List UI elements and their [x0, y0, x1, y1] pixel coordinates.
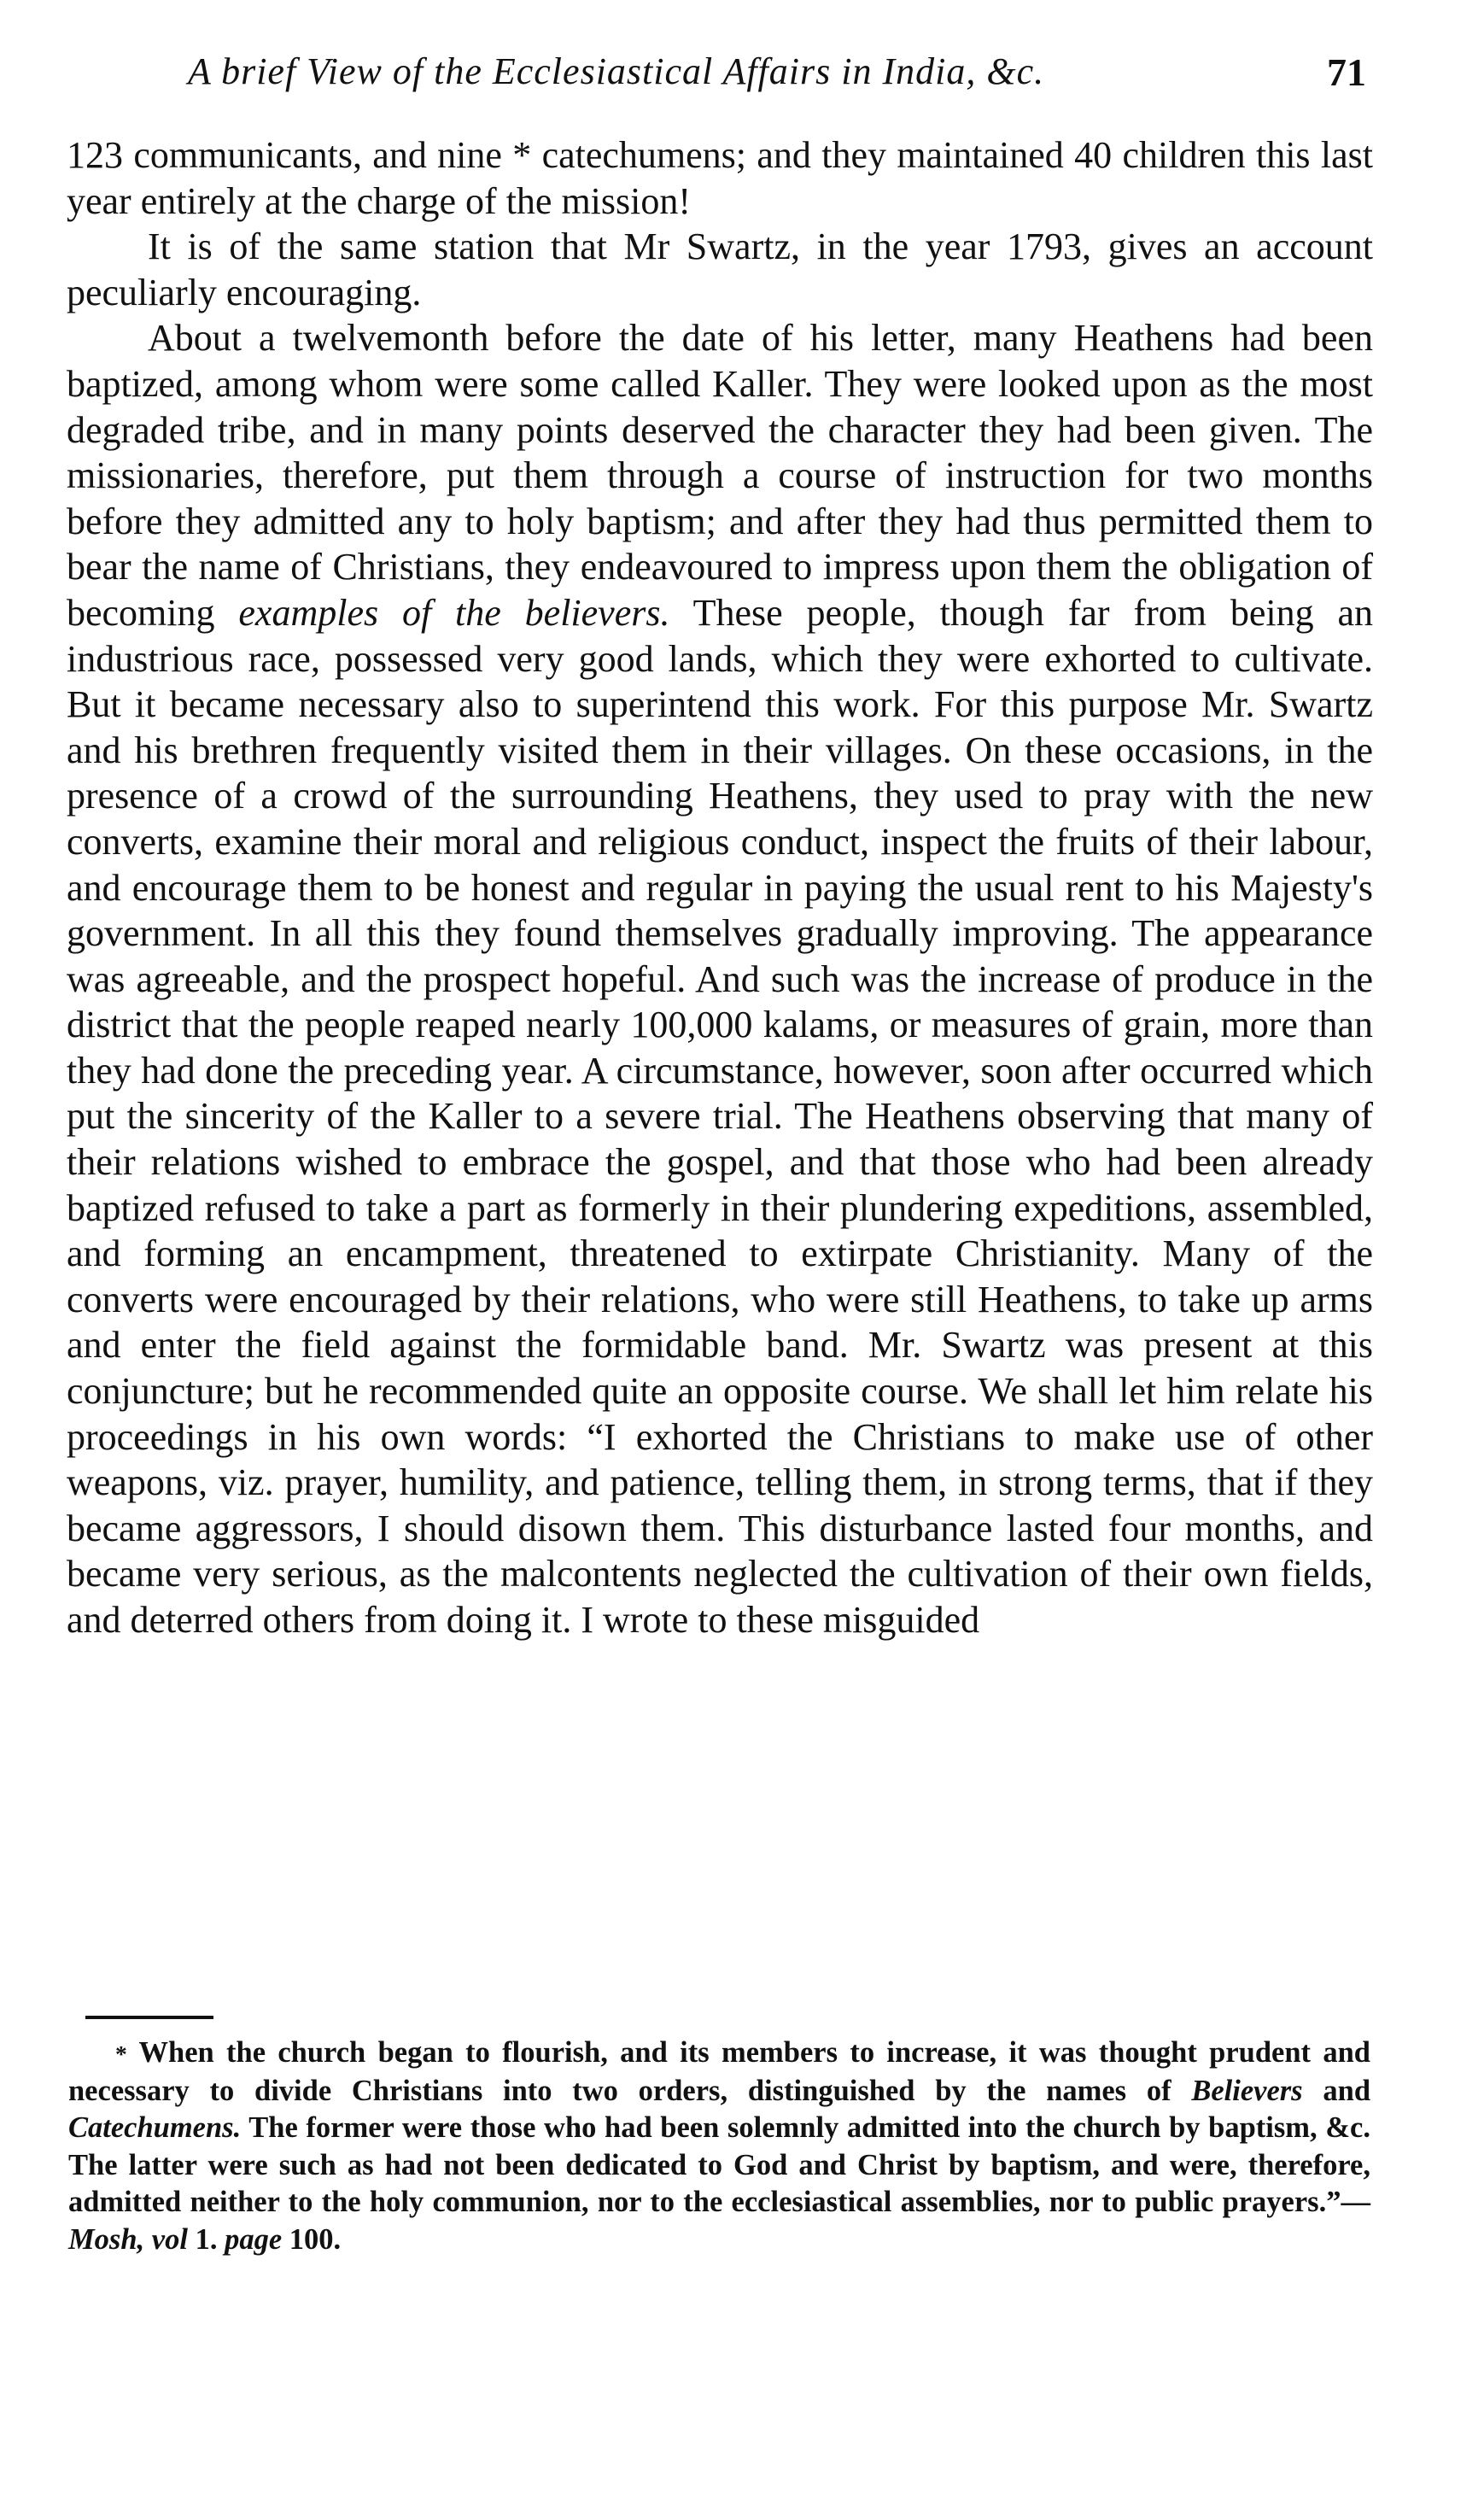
footnote-term-believers: Believers [1191, 2074, 1303, 2107]
page-number: 71 [1327, 50, 1366, 94]
page-header [188, 50, 1366, 101]
footnote-citation-page: 100. [289, 2222, 342, 2256]
footnote-paragraph [68, 2034, 1370, 2258]
footnote-marker: * [115, 2040, 127, 2067]
running-title: A brief View of the Ecclesiastical Affairs in India, &c. [188, 50, 1045, 92]
footnote-text: When the church began to flourish, and its members to increase, it was thought prudent and necessary to divide Christians into two orders, distinguished by the names of [68, 2036, 1370, 2107]
paragraph-2: It is of the same station that Mr Swartz, in the year 1793, gives an account peculiarly encouraging. [67, 225, 1373, 313]
footnote-citation-page-label: page [225, 2222, 283, 2256]
paragraph-3-text: About a twelvemonth before the date of his letter, many Heathens had been baptized, among whom were some called Kaller. They were looked upon as the most degraded tribe, and in many points deserved the character they had been given. The missionaries, therefore, put them through a course of instruction for two months before they admitted any to holy baptism; and after they had thus permitted them to bear the name of Christians, they endeavoured to impress upon them the obligation of becoming [67, 317, 1373, 634]
footnote-and: and [1323, 2074, 1371, 2107]
footnote-citation-volume: 1. [195, 2222, 218, 2256]
footnote [68, 2034, 1370, 2258]
main-text [67, 132, 1373, 1643]
paragraph-3-continued: These people, though far from being an industrious race, possessed very good lands, which they were exhorted to cultivate. But it became necessary also to superintend this work. For this purpose Mr. Swartz and his brethren frequently visited them in their villages. On these occasions, in the presence of a crowd of the surrounding Heathens, they used to pray with the new converts, examine their moral and religious conduct, inspect the fruits of their labour, and encourage them to be honest and regular in paying the usual rent to his Majesty's government. In all this they found themselves gradually improving. The appearance was agreeable, and the prospect hopeful. And such was the increase of produce in the district that the people reaped nearly 100,000 kalams, or measures of grain, more than they had done the preceding year. A circumstance, however, soon after occurred which put the sincerity of the Kaller to a severe trial. The Heathens observing that many of their relations wished to embrace the gospel, and that those who had been already baptized refused to take a part as formerly in their plundering expeditions, assembled, and forming an encampment, threatened to extirpate Christianity. Many of the converts were encouraged by their relations, who were still Heathens, to take up arms and enter the field against the formidable band. Mr. Swartz was present at this conjuncture; but he recommended quite an opposite course. We shall let him relate his proceedings in his own words: “I exhorted the Christians to make use of other weapons, viz. prayer, humility, and patience, telling them, in strong terms, that if they became aggressors, I should disown them. This disturbance lasted four months, and became very serious, as the malcontents neglected the cultivation of their own fields, and deterred others from doing it. I wrote to these misguided [67, 591, 1373, 1641]
footnote-divider [85, 2016, 213, 2019]
footnote-citation: Mosh, vol [68, 2222, 188, 2256]
italic-phrase: examples of the believers. [238, 591, 670, 634]
paragraph-3 [67, 315, 1373, 1642]
paragraph-1: 123 communicants, and nine * catechumens; and they maintained 40 children this last year entirely at the charge of the mission! [67, 134, 1373, 222]
footnote-term-catechumens: Catechumens. [68, 2111, 242, 2144]
footnote-text-2: The former were those who had been solemnly admitted into the church by baptism, &c. The latter were such as had not been dedicated to God and Christ by baptism, and were, therefore, admitted neither to the holy communion, nor to the ecclesiastical assemblies, nor to public prayers.”— [68, 2111, 1370, 2218]
